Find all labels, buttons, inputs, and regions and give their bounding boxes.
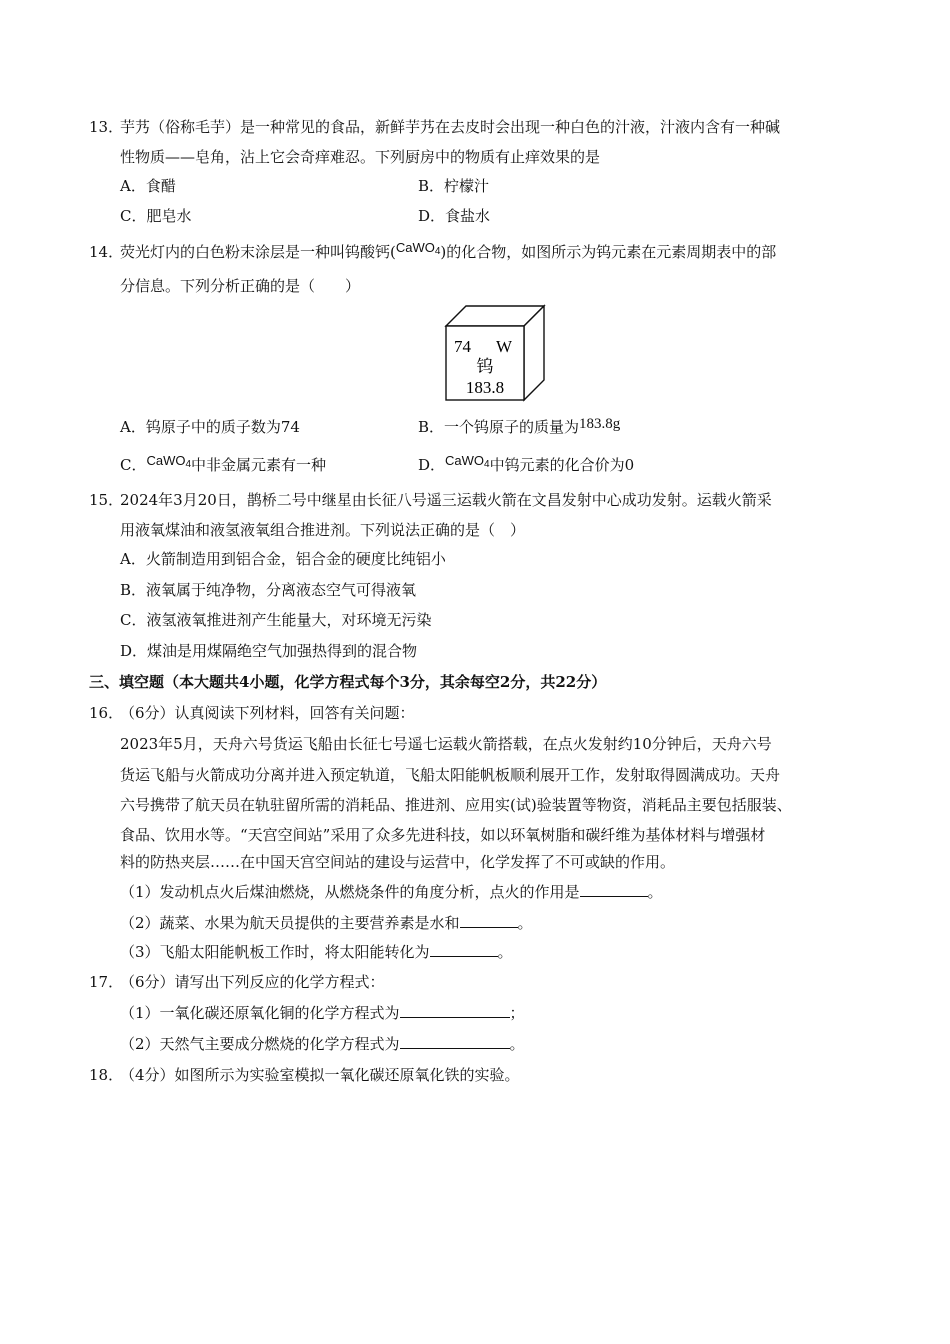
tungsten-element-cube	[440, 300, 552, 406]
q13-stem-line2: 性物质——皂角，沾上它会奇痒难忍。下列厨房中的物质有止痒效果的是	[120, 148, 601, 166]
q16-number: 16．	[89, 704, 124, 722]
q13-option-a: A．食醋	[120, 177, 176, 195]
q17-number: 17．	[89, 973, 124, 991]
q13-option-c: C．肥皂水	[120, 207, 192, 225]
q16-sub1-text: （1）发动机点火后煤油燃烧，从燃烧条件的角度分析，点火的作用是	[120, 883, 580, 901]
q16-passage-line1: 2023年5月，天舟六号货运飞船由长征七号遥七运载火箭搭载，在点火发射约10分钟后，天舟六号	[120, 735, 772, 753]
q18-number: 18．	[89, 1066, 124, 1084]
q14-option-b	[418, 417, 620, 438]
q16-passage-line3: 六号携带了航天员在轨驻留所需的消耗品、推进剂、应用实(试)验装置等物资，消耗品主要包括服装、	[120, 796, 792, 814]
q15-number: 15．	[89, 491, 124, 509]
q16-sub2-end: 。	[517, 914, 533, 932]
q13-stem-line1: 芋艿（俗称毛芋）是一种常见的食品，新鲜芋艿在去皮时会出现一种白色的汁液，汁液内含有一种碱	[120, 118, 781, 136]
q16-sub2-text: （2）蔬菜、水果为航天员提供的主要营养素是水和	[120, 914, 460, 932]
atomic-mass: 183.8	[465, 378, 505, 397]
q17-sub2	[120, 1034, 525, 1054]
q17-sub1-blank[interactable]	[400, 1003, 510, 1018]
q14-option-d-label: D．	[418, 456, 446, 474]
formula-main: CaWO	[395, 240, 435, 255]
atomic-number: 74	[454, 337, 471, 356]
q14-option-d	[418, 455, 634, 480]
q14-stem-line1-b: )的化合物，如图所示为钨元素在元素周期表中的部	[440, 243, 777, 261]
q16-sub3-end: 。	[497, 943, 513, 961]
q14-option-c	[120, 455, 326, 480]
q16-sub3	[120, 942, 513, 962]
element-symbol: W	[495, 337, 513, 356]
q16-sub3-text: （3）飞船太阳能帆板工作时，将太阳能转化为	[120, 943, 430, 961]
q16-passage-line2: 货运飞船与火箭成功分离并进入预定轨道，飞船太阳能帆板顺利展开工作，发射取得圆满成功。天舟	[120, 766, 781, 784]
formula-main: CaWO	[445, 453, 485, 468]
q16-sub1	[120, 882, 663, 902]
q16-stem: （6分）认真阅读下列材料，回答有关问题：	[120, 704, 415, 722]
q13-number: 13．	[89, 118, 124, 136]
q16-passage-line5: 料的防热夹层……在中国天宫空间站的建设与运营中，化学发挥了不可或缺的作用。	[120, 853, 676, 871]
q18-stem: （4分）如图所示为实验室模拟一氧化碳还原氧化铁的实验。	[120, 1066, 520, 1084]
q16-sub1-end: 。	[647, 883, 663, 901]
q15-option-c: C．液氢液氧推进剂产生能量大，对环境无污染	[120, 611, 432, 629]
q15-option-d: D．煤油是用煤隔绝空气加强热得到的混合物	[120, 642, 418, 660]
formula-sub: 4	[434, 246, 441, 257]
q15-option-a: A．火箭制造用到铝合金，铝合金的硬度比纯铝小	[120, 550, 446, 568]
q14-option-c-text: 中非金属元素有一种	[191, 456, 327, 474]
q17-sub1-end: ；	[509, 1004, 525, 1022]
q14-stem-line2: 分信息。下列分析正确的是（ ）	[120, 277, 361, 295]
q15-stem-line1: 2024年3月20日，鹊桥二号中继星由长征八号遥三运载火箭在文昌发射中心成功发射。运载火箭采	[120, 491, 772, 509]
q14-option-c-formula	[146, 453, 191, 468]
q14-option-b-text: B．一个钨原子的质量为	[418, 418, 580, 436]
q17-sub1	[120, 1003, 525, 1023]
formula-sub: 4	[484, 459, 490, 470]
q17-sub2-blank[interactable]	[400, 1034, 510, 1049]
section3-heading: 三、填空题（本大题共4小题，化学方程式每个3分，其余每空2分，共22分）	[89, 673, 607, 691]
q16-sub2	[120, 913, 533, 933]
q14-option-d-formula	[445, 453, 490, 468]
q14-option-b-value: 183.8g	[579, 416, 621, 432]
q13-option-b: B．柠檬汁	[418, 177, 490, 195]
q17-sub2-end: 。	[509, 1035, 525, 1053]
q16-sub2-blank[interactable]	[460, 913, 518, 928]
q14-formula	[396, 240, 441, 255]
q14-option-c-label: C．	[120, 456, 147, 474]
q17-stem: （6分）请写出下列反应的化学方程式：	[120, 973, 385, 991]
q16-sub3-blank[interactable]	[430, 942, 498, 957]
q13-option-d: D．食盐水	[418, 207, 491, 225]
formula-sub: 4	[185, 459, 192, 470]
q14-stem-line1	[120, 242, 776, 267]
q14-number: 14．	[89, 243, 124, 261]
q14-option-a: A．钨原子中的质子数为74	[120, 418, 300, 436]
q17-sub2-text: （2）天然气主要成分燃烧的化学方程式为	[120, 1035, 400, 1053]
q14-stem-line1-a: 荧光灯内的白色粉末涂层是一种叫钨酸钙(	[120, 243, 396, 261]
q15-option-b: B．液氧属于纯净物，分离液态空气可得液氧	[120, 581, 417, 599]
element-name: 钨	[476, 357, 494, 376]
q15-stem-line2: 用液氧煤油和液氢液氧组合推进剂。下列说法正确的是（ ）	[120, 521, 526, 539]
q16-sub1-blank[interactable]	[580, 882, 648, 897]
q16-passage-line4: 食品、饮用水等。“天宫空间站”采用了众多先进科技，如以环氧树脂和碳纤维为基体材料与增强材	[120, 826, 766, 844]
q14-option-d-text: 中钨元素的化合价为0	[489, 456, 635, 474]
q17-sub1-text: （1）一氧化碳还原氧化铜的化学方程式为	[120, 1004, 400, 1022]
formula-main: CaWO	[146, 453, 186, 468]
